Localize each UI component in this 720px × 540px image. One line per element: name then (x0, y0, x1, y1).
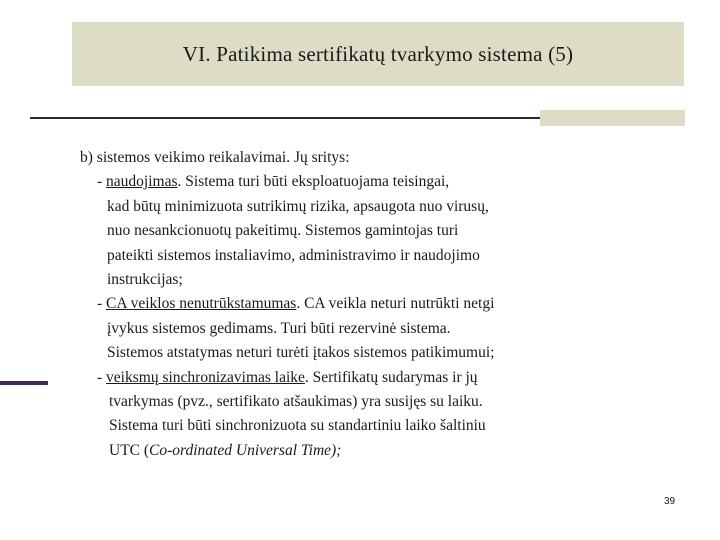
slide-body (80, 146, 640, 463)
list-item-1-line: kad būtų minimizuota sutrikimų rizika, apsaugota nuo virusų, (107, 197, 489, 215)
term-naudojimas: naudojimas (106, 173, 178, 191)
title-rule (30, 117, 540, 119)
list-item-2-line: Sistemos atstatymas neturi turėti įtakos sistemos patikimumui; (107, 344, 495, 362)
list-item-3-line: Sistema turi būti sinchronizuota su standartiniu laiko šaltiniu (109, 417, 486, 435)
side-accent-bar (0, 381, 48, 385)
list-item-1-line: instrukcijas; (107, 271, 183, 289)
page-number: 39 (664, 496, 676, 507)
list-item-1-line: nuo nesankcionuotų pakeitimų. Sistemos gamintojas turi (107, 222, 459, 240)
list-item-2: - CA veiklos nenutrūkstamumas. CA veikla neturi nutrūkti netgi (97, 295, 495, 313)
title-rule-accent (540, 110, 685, 126)
list-item-3-line: UTC (Co-ordinated Universal Time); (109, 441, 342, 459)
body-heading: b) sistemos veikimo reikalavimai. Jų sritys: (80, 149, 350, 166)
list-item-1-line: pateikti sistemos instaliavimo, administravimo ir naudojimo (107, 246, 480, 264)
title-box (72, 22, 684, 86)
slide-title: VI. Patikima sertifikatų tvarkymo sistema (5) (182, 42, 574, 66)
term-ca-veiklos: CA veiklos nenutrūkstamumas (106, 295, 297, 313)
term-sinchronizavimas: veiksmų sinchronizavimas laike (106, 368, 305, 386)
list-item-1: - naudojimas. Sistema turi būti eksploatuojama teisingai, (97, 173, 450, 191)
list-item-2-line: įvykus sistemos gedimams. Turi būti rezervinė sistema. (107, 319, 451, 337)
list-item-3: - veiksmų sinchronizavimas laike. Sertifikatų sudarymas ir jų (97, 368, 478, 386)
list-item-3-line: tvarkymas (pvz., sertifikato atšaukimas) yra susijęs su laiku. (109, 393, 483, 411)
